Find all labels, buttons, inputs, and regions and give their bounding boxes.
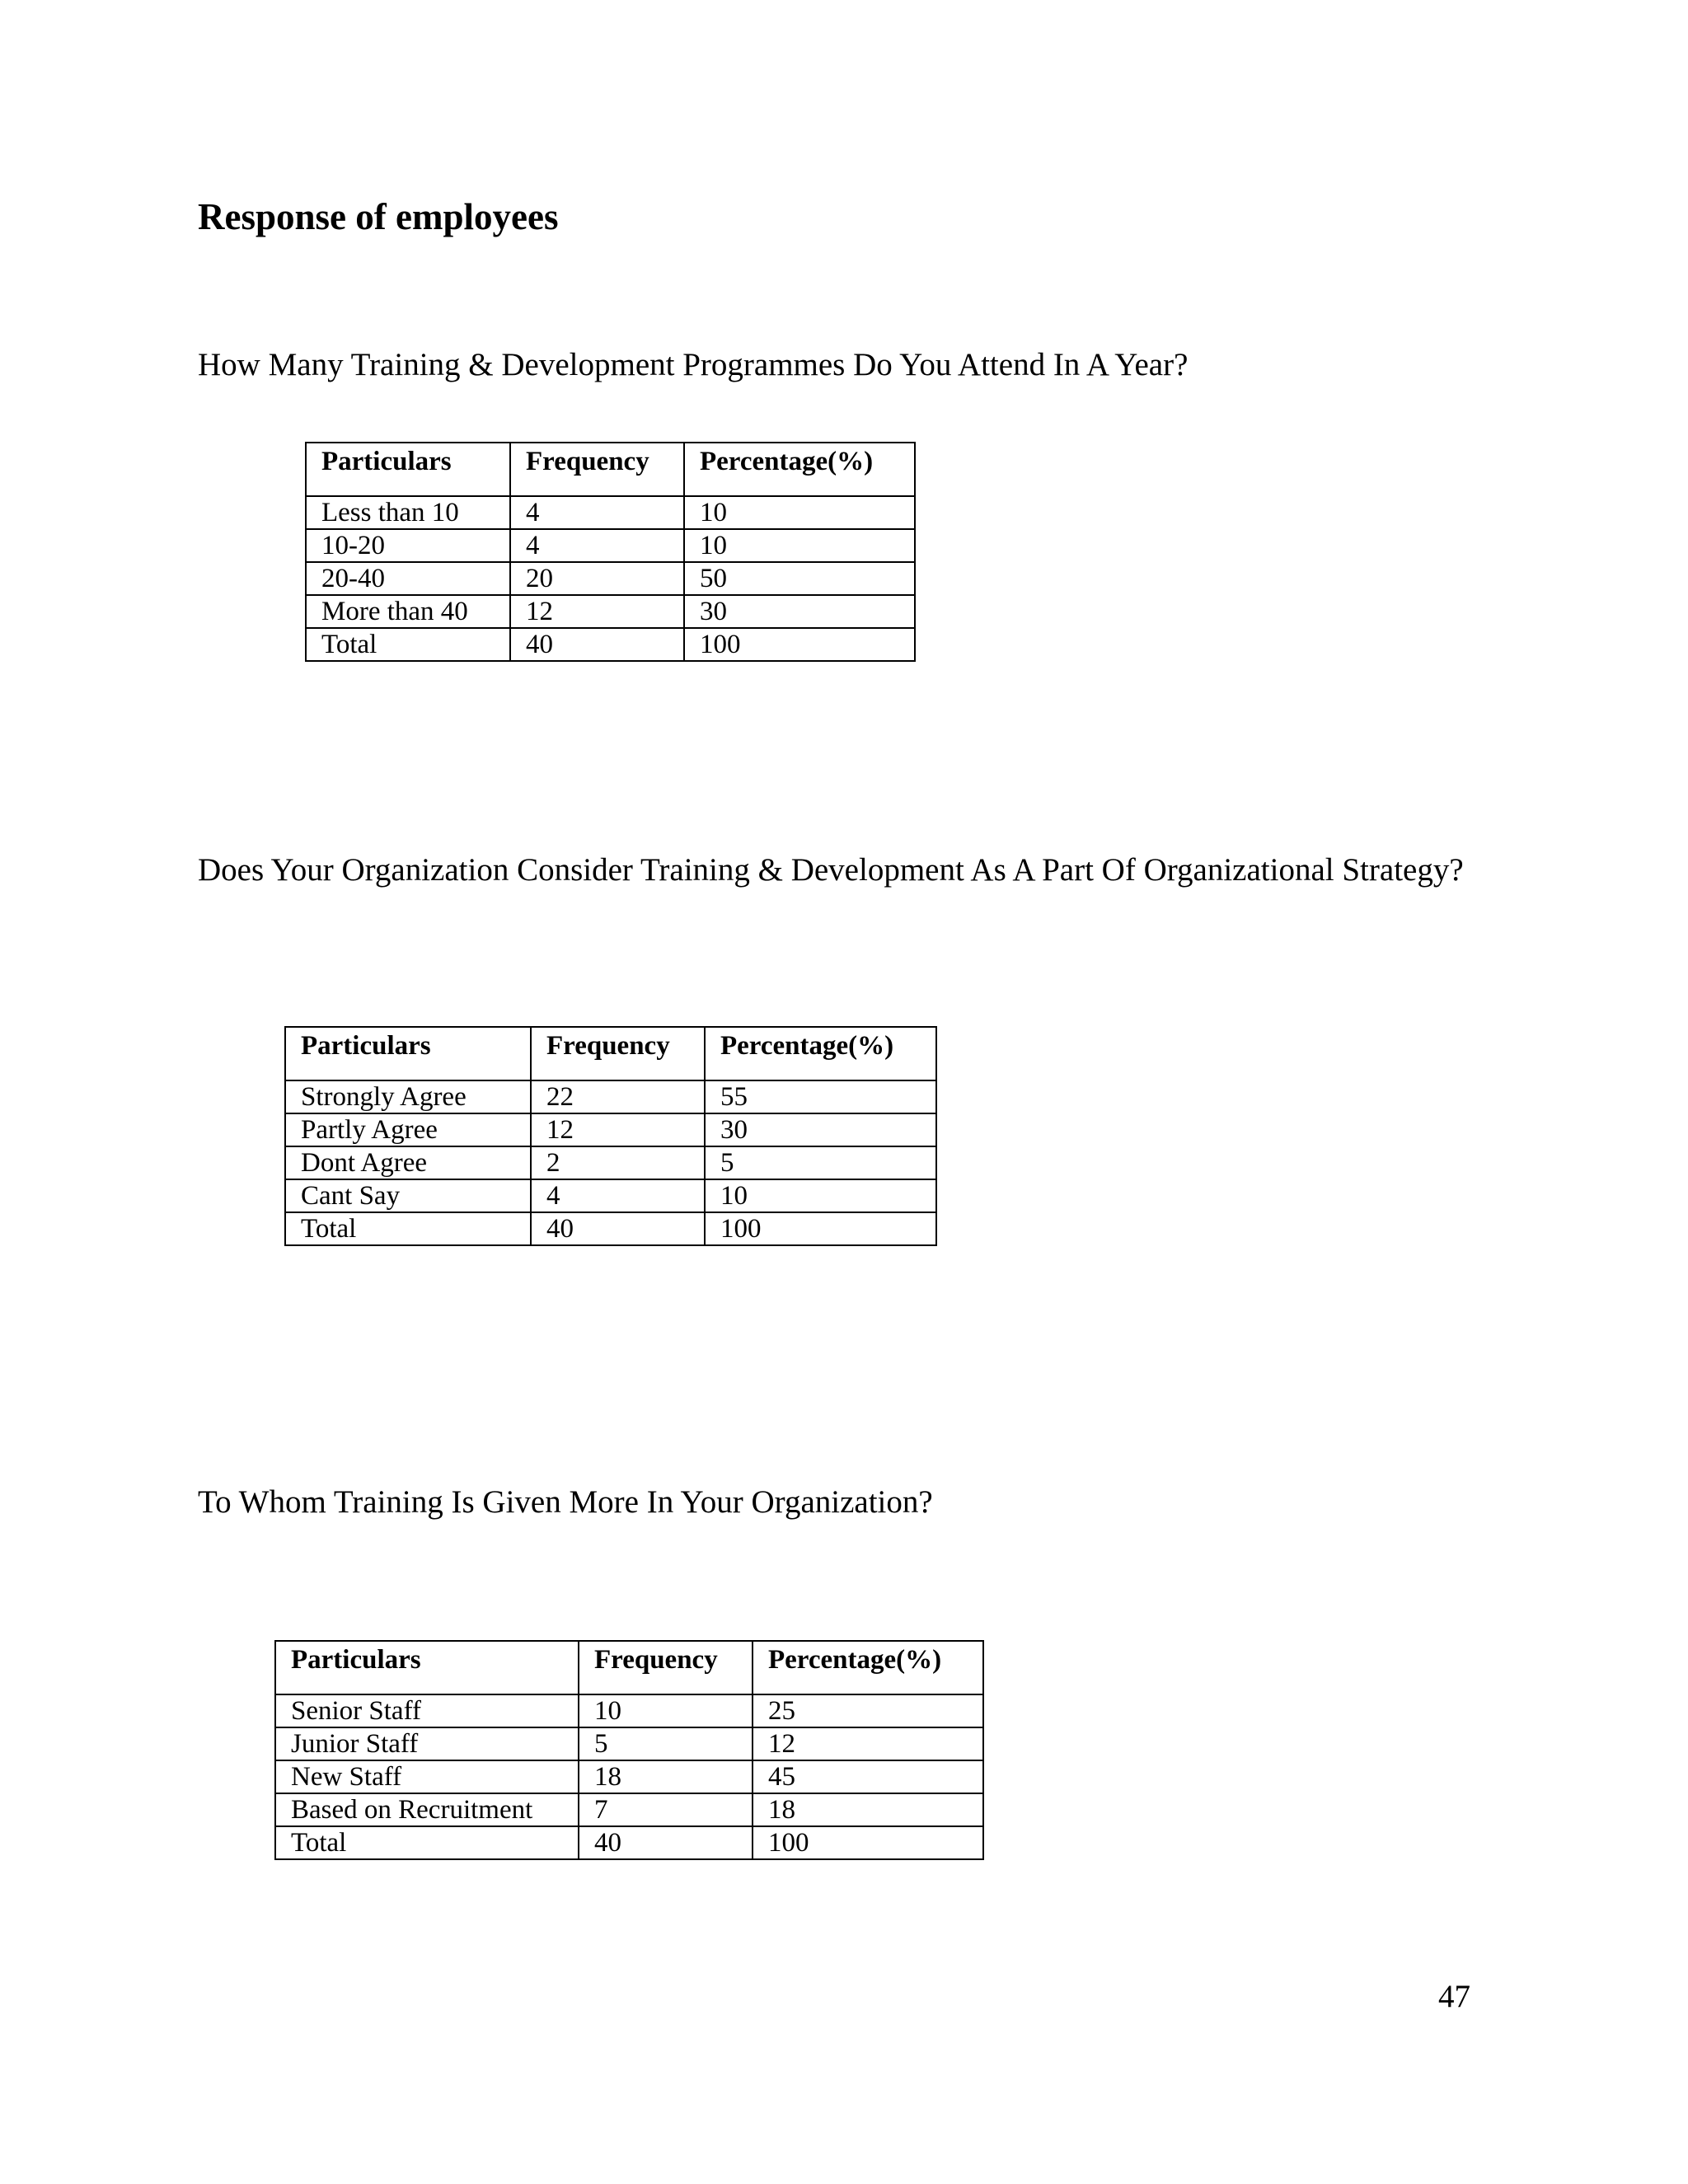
table-cell: 100 bbox=[705, 1212, 936, 1245]
table-cell: Senior Staff bbox=[275, 1694, 579, 1727]
table-cell: Less than 10 bbox=[306, 496, 510, 529]
column-header: Percentage(%) bbox=[753, 1641, 983, 1694]
table-cell: 2 bbox=[531, 1146, 705, 1179]
table-row bbox=[285, 1080, 936, 1113]
table-row bbox=[285, 1113, 936, 1146]
table-cell: 55 bbox=[705, 1080, 936, 1113]
table-2 bbox=[284, 1026, 937, 1246]
column-header: Particulars bbox=[306, 443, 510, 496]
table-row-total bbox=[306, 628, 915, 661]
table-header-row bbox=[275, 1641, 983, 1694]
page-heading: Response of employees bbox=[198, 196, 559, 237]
table-cell: Cant Say bbox=[285, 1179, 531, 1212]
table-cell: Partly Agree bbox=[285, 1113, 531, 1146]
table-cell: 7 bbox=[579, 1793, 753, 1826]
column-header: Percentage(%) bbox=[684, 443, 915, 496]
table-cell: 40 bbox=[531, 1212, 705, 1245]
table-cell: Total bbox=[275, 1826, 579, 1859]
table-cell: 10 bbox=[705, 1179, 936, 1212]
table-cell: 4 bbox=[531, 1179, 705, 1212]
column-header: Frequency bbox=[579, 1641, 753, 1694]
table-row bbox=[306, 496, 915, 529]
table-cell: Strongly Agree bbox=[285, 1080, 531, 1113]
table-cell: 50 bbox=[684, 562, 915, 595]
question-2: Does Your Organization Consider Training & Development As A Part Of Organizational Strategy? bbox=[198, 852, 1464, 888]
table-cell: 100 bbox=[753, 1826, 983, 1859]
table-cell: 40 bbox=[579, 1826, 753, 1859]
table-cell: 30 bbox=[705, 1113, 936, 1146]
table-cell: 5 bbox=[579, 1727, 753, 1760]
table-1 bbox=[305, 442, 916, 662]
table-cell: 5 bbox=[705, 1146, 936, 1179]
table-row bbox=[285, 1179, 936, 1212]
question-3: To Whom Training Is Given More In Your Organization? bbox=[198, 1484, 933, 1520]
table-cell: More than 40 bbox=[306, 595, 510, 628]
table-row bbox=[275, 1760, 983, 1793]
table-row bbox=[285, 1146, 936, 1179]
table-cell: Based on Recruitment bbox=[275, 1793, 579, 1826]
table-3 bbox=[274, 1640, 984, 1860]
table-cell: New Staff bbox=[275, 1760, 579, 1793]
table-cell: Total bbox=[306, 628, 510, 661]
table-cell: 45 bbox=[753, 1760, 983, 1793]
table-cell: 100 bbox=[684, 628, 915, 661]
table-row bbox=[306, 562, 915, 595]
table-cell: 10-20 bbox=[306, 529, 510, 562]
table-row bbox=[275, 1727, 983, 1760]
table-cell: 4 bbox=[510, 529, 684, 562]
table-cell: 10 bbox=[684, 529, 915, 562]
table-cell: 30 bbox=[684, 595, 915, 628]
table-row-total bbox=[285, 1212, 936, 1245]
table-cell: 18 bbox=[753, 1793, 983, 1826]
table-row bbox=[306, 595, 915, 628]
table-cell: Total bbox=[285, 1212, 531, 1245]
table-cell: 20 bbox=[510, 562, 684, 595]
column-header: Percentage(%) bbox=[705, 1027, 936, 1080]
table-cell: 40 bbox=[510, 628, 684, 661]
table-header-row bbox=[285, 1027, 936, 1080]
table-cell: 10 bbox=[579, 1694, 753, 1727]
question-1: How Many Training & Development Programmes Do You Attend In A Year? bbox=[198, 347, 1189, 382]
column-header: Frequency bbox=[531, 1027, 705, 1080]
page-number: 47 bbox=[1438, 1979, 1470, 2014]
table-cell: 22 bbox=[531, 1080, 705, 1113]
table-cell: 4 bbox=[510, 496, 684, 529]
table-cell: 18 bbox=[579, 1760, 753, 1793]
column-header: Particulars bbox=[275, 1641, 579, 1694]
table-cell: 12 bbox=[531, 1113, 705, 1146]
table-cell: Dont Agree bbox=[285, 1146, 531, 1179]
table-row-total bbox=[275, 1826, 983, 1859]
table-row bbox=[275, 1694, 983, 1727]
table-cell: 25 bbox=[753, 1694, 983, 1727]
column-header: Frequency bbox=[510, 443, 684, 496]
table-cell: 20-40 bbox=[306, 562, 510, 595]
table-cell: Junior Staff bbox=[275, 1727, 579, 1760]
table-row bbox=[306, 529, 915, 562]
table-cell: 12 bbox=[510, 595, 684, 628]
column-header: Particulars bbox=[285, 1027, 531, 1080]
table-cell: 12 bbox=[753, 1727, 983, 1760]
table-header-row bbox=[306, 443, 915, 496]
table-cell: 10 bbox=[684, 496, 915, 529]
table-row bbox=[275, 1793, 983, 1826]
